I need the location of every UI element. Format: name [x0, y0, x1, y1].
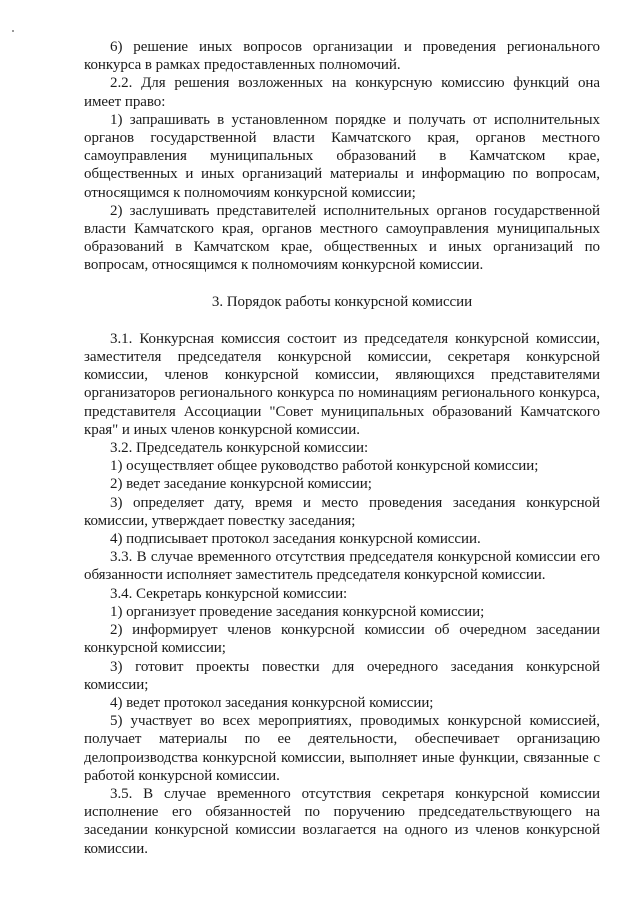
paragraph: 5) участвует во всех мероприятиях, проводимых конкурсной комиссией, получает материалы по ее деятельности, обеспечивает организацию делопроизводства конкурсной комиссии, выполняет иные функции, связанные с работой конкурсной комиссии.	[84, 713, 600, 784]
paragraph: 3.1. Конкурсная комиссия состоит из председателя конкурсной комиссии, заместителя председателя конкурсной комиссии, секретаря конкурсной комиссии, членов конкурсной комиссии, являющихся представителями организаторов регионального конкурса по номинациям регионального конкурса, представителя Ассоциации "Совет муниципальных образований Камчатского края" и иных членов конкурсной комиссии.	[84, 330, 600, 438]
paragraph: 3.5. В случае временного отсутствия секретаря конкурсной комиссии исполнение его обязанностей по поручению председательствующего на заседании конкурсной комиссии возлагается на одного из членов конкурсной комиссии.	[84, 785, 600, 857]
paragraph: 3) определяет дату, время и место проведения заседания конкурсной комиссии, утверждает повестку заседания;	[84, 494, 600, 529]
paragraph: 2) ведет заседание конкурсной комиссии;	[110, 476, 372, 493]
paragraph: 1) запрашивать в установленном порядке и получать от исполнительных органов государственной власти Камчатского края, органов местного самоуправления муниципальных образований в Камчатском крае, общественных и иных организаций материалы и информацию по вопросам, относящимся к полномочиям конкурсной комиссии;	[84, 111, 600, 201]
paragraph: 3.3. В случае временного отсутствия председателя конкурсной комиссии его обязанности исполняет заместитель председателя конкурсной комиссии.	[84, 549, 600, 584]
section-heading: 3. Порядок работы конкурсной комиссии	[211, 293, 473, 310]
paragraph: 3.2. Председатель конкурсной комиссии:	[110, 440, 369, 457]
paragraph: 4) ведет протокол заседания конкурсной комиссии;	[110, 694, 434, 711]
paragraph: 2.2. Для решения возложенных на конкурсную комиссию функций она имеет право:	[84, 75, 600, 110]
paragraph: 3) готовит проекты повестки для очередного заседания конкурсной комиссии;	[84, 658, 600, 693]
document-body	[84, 38, 600, 858]
paragraph: 2) заслушивать представителей исполнительных органов государственной власти Камчатского края, органов местного самоуправления муниципальных образований в Камчатском крае, общественных и иных организаций по вопросам, относящимся к полномочиям конкурсной комиссии.	[84, 202, 600, 274]
paragraph: 4) подписывает протокол заседания конкурсной комиссии.	[110, 531, 481, 548]
paragraph: 6) решение иных вопросов организации и проведения регионального конкурса в рамках предоставленных полномочий.	[84, 39, 600, 74]
paragraph: 2) информирует членов конкурсной комиссии об очередном заседании конкурсной комиссии;	[84, 622, 600, 657]
paragraph: 1) осуществляет общее руководство работой конкурсной комиссии;	[110, 458, 539, 475]
paragraph: 1) организует проведение заседания конкурсной комиссии;	[110, 603, 485, 620]
scan-artifact	[12, 30, 14, 32]
paragraph: 3.4. Секретарь конкурсной комиссии:	[110, 585, 348, 602]
